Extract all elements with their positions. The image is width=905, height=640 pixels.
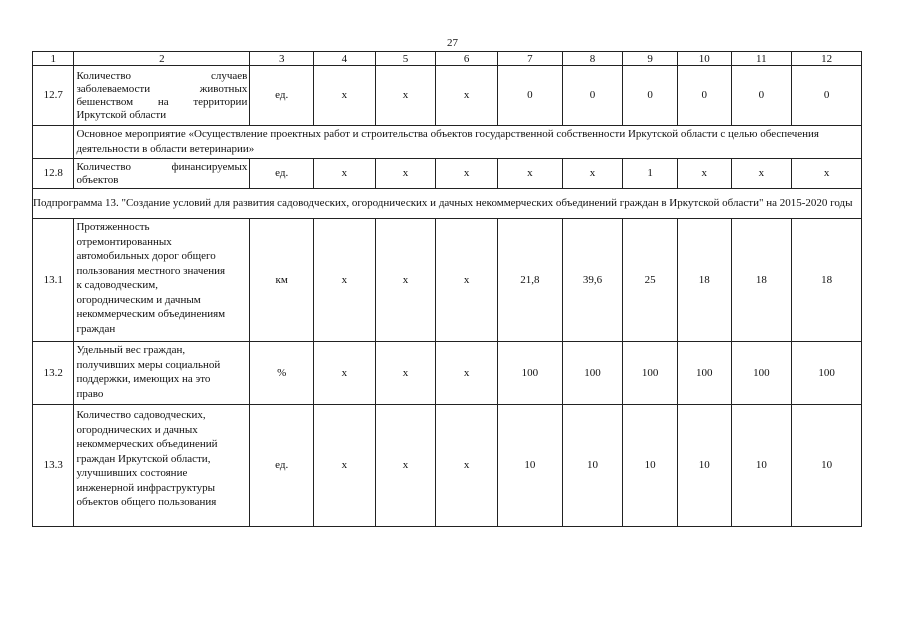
value-cell: 10 — [677, 405, 731, 527]
value-cell: 10 — [792, 405, 862, 527]
value-cell: x — [314, 66, 376, 126]
header-cell: 1 — [33, 52, 74, 66]
value-cell: x — [792, 159, 862, 189]
header-cell: 5 — [375, 52, 436, 66]
header-cell: 8 — [562, 52, 623, 66]
value-cell: 100 — [562, 342, 623, 405]
value-cell: x — [375, 405, 436, 527]
indicators-table — [32, 51, 862, 527]
value-cell: 100 — [677, 342, 731, 405]
unit-cell: ед. — [250, 66, 314, 126]
value-cell: x — [436, 405, 498, 527]
header-cell: 7 — [498, 52, 563, 66]
row-number: 13.1 — [33, 219, 74, 342]
value-cell: x — [731, 159, 792, 189]
value-cell: 100 — [498, 342, 563, 405]
header-cell: 2 — [74, 52, 250, 66]
value-cell: 39,6 — [562, 219, 623, 342]
value-cell: 0 — [677, 66, 731, 126]
indicator-name: Количество садоводческих, огороднических и дачных некоммерческих объединений граждан Иркутской области, улучшивших состояние инженерной инфраструктуры объектов общего пользования — [74, 405, 250, 527]
value-cell: x — [562, 159, 623, 189]
value-cell: 0 — [623, 66, 678, 126]
value-cell: 1 — [623, 159, 678, 189]
indicator-name — [74, 159, 250, 189]
value-cell: x — [436, 219, 498, 342]
value-cell: 25 — [623, 219, 678, 342]
value-cell: 0 — [562, 66, 623, 126]
table-row-12-7 — [33, 66, 862, 126]
value-cell: 100 — [623, 342, 678, 405]
page-number: 27 — [447, 37, 458, 49]
value-cell: 10 — [498, 405, 563, 527]
value-cell: x — [314, 219, 376, 342]
table-row-12-8 — [33, 159, 862, 189]
table-body — [33, 52, 862, 527]
indicator-name-line: Иркутской области — [76, 108, 167, 121]
header-cell: 9 — [623, 52, 678, 66]
value-cell: x — [314, 405, 376, 527]
value-cell: 0 — [792, 66, 862, 126]
value-cell: x — [375, 219, 436, 342]
indicator-name-line: объектов — [76, 173, 119, 186]
header-cell: 11 — [731, 52, 792, 66]
unit-cell: км — [250, 219, 314, 342]
value-cell: x — [436, 66, 498, 126]
indicator-name: Протяженность отремонтированных автомобильных дорог общего пользования местного значения к садоводческим, огородническим и дачным некоммерческим объединениям граждан — [74, 219, 250, 342]
value-cell: 10 — [562, 405, 623, 527]
value-cell: 100 — [792, 342, 862, 405]
table-row-13-1 — [33, 219, 862, 342]
indicator-name — [74, 66, 250, 126]
column-number-row — [33, 52, 862, 66]
value-cell: 18 — [677, 219, 731, 342]
value-cell: x — [677, 159, 731, 189]
value-cell: x — [436, 159, 498, 189]
value-cell: 10 — [623, 405, 678, 527]
value-cell: 0 — [731, 66, 792, 126]
value-cell: x — [436, 342, 498, 405]
value-cell: x — [375, 342, 436, 405]
row-number: 13.3 — [33, 405, 74, 527]
subprogram-title: Подпрограмма 13. "Создание условий для развития садоводческих, огороднических и дачных некоммерческих объединений граждан в Иркутской области" на 2015-2020 годы — [33, 189, 862, 219]
unit-cell: % — [250, 342, 314, 405]
header-cell: 3 — [250, 52, 314, 66]
value-cell: 10 — [731, 405, 792, 527]
value-cell: 18 — [731, 219, 792, 342]
value-cell: 21,8 — [498, 219, 563, 342]
unit-cell: ед. — [250, 405, 314, 527]
header-cell: 6 — [436, 52, 498, 66]
unit-cell: ед. — [250, 159, 314, 189]
value-cell: x — [498, 159, 563, 189]
value-cell: x — [314, 342, 376, 405]
table-row-13-2 — [33, 342, 862, 405]
header-cell: 10 — [677, 52, 731, 66]
value-cell: x — [375, 66, 436, 126]
main-activity-text: Основное мероприятие «Осуществление проектных работ и строительства объектов государственной собственности Иркутской области с целью обеспечения деятельности в области ветеринарии» — [74, 126, 862, 159]
value-cell: x — [375, 159, 436, 189]
header-cell: 4 — [314, 52, 376, 66]
value-cell: 0 — [498, 66, 563, 126]
indicator-name-line: Количество финансируемых — [76, 160, 248, 173]
table-row-13-3 — [33, 405, 862, 527]
row-number: 12.7 — [33, 66, 74, 126]
row-number: 12.8 — [33, 159, 74, 189]
row-number: 13.2 — [33, 342, 74, 405]
header-cell: 12 — [792, 52, 862, 66]
indicator-name-line: Количество случаев — [76, 69, 248, 82]
subprogram-row — [33, 189, 862, 219]
value-cell: 18 — [792, 219, 862, 342]
indicator-name-line: заболеваемости животных — [76, 82, 248, 95]
main-activity-row — [33, 126, 862, 159]
empty-number-cell — [33, 126, 74, 159]
indicator-name-line: бешенством на территории — [76, 95, 248, 108]
value-cell: x — [314, 159, 376, 189]
value-cell: 100 — [731, 342, 792, 405]
indicator-name: Удельный вес граждан, получивших меры социальной поддержки, имеющих на это право — [74, 342, 250, 405]
